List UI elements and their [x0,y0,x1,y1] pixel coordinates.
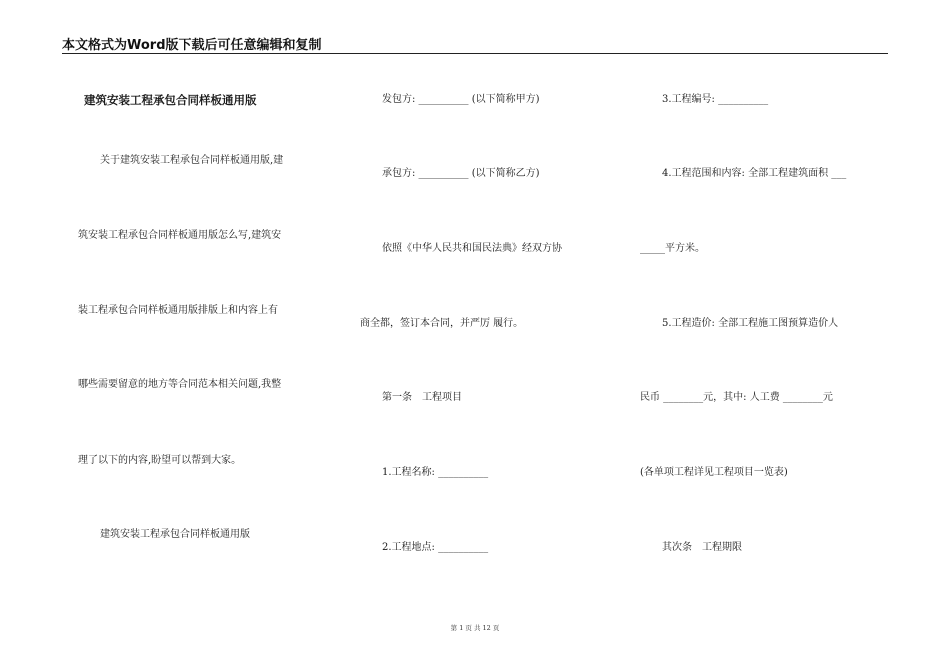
section-heading: 建筑安装工程承包合同样板通用版 [100,529,250,540]
paragraph-line: 依照《中华人民共和国民法典》经双方协 [382,243,562,254]
project-location-line: 2.工程地点: __________ [382,542,489,553]
contractor-line: 承包方: __________ (以下简称乙方) [382,168,540,179]
document-title: 建筑安装工程承包合同样板通用版 [84,93,257,107]
paragraph-line: 筑安装工程承包合同样板通用版怎么写,建筑安 [78,230,282,241]
paragraph-line: 商全都，签订本合同，并严厉 履行。 [360,318,524,329]
paragraph-line: 装工程承包合同样板通用版排版上和内容上有 [78,305,278,316]
project-cost-line: 5.工程造价: 全部工程施工图预算造价人 [662,318,839,329]
article-heading: 其次条 工程期限 [662,542,742,553]
page-number: 第 1 页 共 12 页 [450,624,500,632]
paragraph-line: 哪些需要留意的地方等合同范本相关问题,我整 [78,379,282,390]
article-heading: 第一条 工程项目 [382,392,462,403]
paragraph-line: (各单项工程详见工程项目一览表) [640,467,788,478]
paragraph-line: 理了以下的内容,盼望可以帮到大家。 [78,455,242,466]
header-divider [62,53,888,54]
header-banner: 本文格式为Word版下载后可任意编辑和复制 [62,38,322,53]
employer-line: 发包方: __________ (以下简称甲方) [382,94,540,105]
project-number-line: 3.工程编号: __________ [662,94,769,105]
paragraph-line: 民币 ________元，其中: 人工费 ________元 [640,392,833,403]
paragraph-line: _____平方米。 [640,243,705,254]
project-name-line: 1.工程名称: __________ [382,467,489,478]
project-scope-line: 4.工程范围和内容: 全部工程建筑面积 ___ [662,168,847,179]
paragraph-line: 关于建筑安装工程承包合同样板通用版,建 [100,155,284,166]
